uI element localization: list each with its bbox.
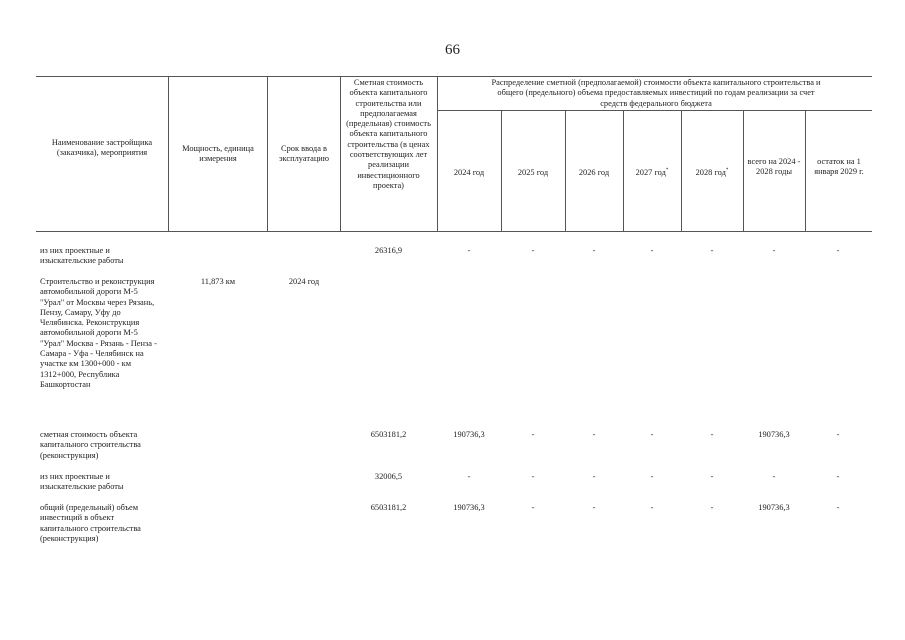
row-name: из них проектные и изыскательские работы [40, 246, 124, 266]
cell-2026: - [592, 472, 596, 481]
row-name: из них проектные и изыскательские работы [40, 472, 124, 492]
table-header-bottom-border [36, 231, 872, 232]
cell-2024: 190736,3 [453, 503, 485, 512]
col-divider [743, 110, 744, 231]
header-year-2027 [625, 168, 679, 178]
cell-total: - [772, 472, 776, 481]
col-divider [623, 110, 624, 231]
footnote-mark: * [725, 168, 729, 174]
col-divider [681, 110, 682, 231]
row-capacity: 11,873 км [200, 277, 236, 286]
cell-total: 190736,3 [758, 503, 790, 512]
group-header-divider [437, 110, 872, 111]
header-year-2024: 2024 год [453, 168, 485, 177]
header-year-2028 [683, 168, 741, 178]
cell-2025: - [531, 246, 535, 255]
cell-2028: - [710, 430, 714, 439]
header-remainder: остаток на 1 января 2029 г. [814, 157, 864, 177]
cell-2026: - [592, 430, 596, 439]
header-term: Срок ввода в эксплуатацию [278, 144, 330, 164]
cell-2025: - [531, 472, 535, 481]
row-cost: 6503181,2 [370, 503, 407, 512]
row-name: сметная стоимость объекта капитального строительства (реконструкция) [40, 430, 141, 460]
cell-2028: - [710, 503, 714, 512]
header-cost: Сметная стоимость объекта капитального строительства или предполагаемая (предельная) стоимость объекта капитального строительства (в ценах соответствующих лет реализации инвестиционного проекта) [346, 78, 431, 190]
header-year-2027-label: 2027 год [635, 168, 666, 177]
cell-2028: - [710, 472, 714, 481]
col-divider [805, 110, 806, 231]
row-term: 2024 год [288, 277, 320, 286]
cell-2024: - [467, 472, 471, 481]
cell-remainder: - [836, 503, 840, 512]
header-year-2026: 2026 год [578, 168, 610, 177]
row-cost: 32006,5 [374, 472, 403, 481]
header-year-2025: 2025 год [517, 168, 549, 177]
header-name: Наименование застройщика (заказчика), мероприятия [51, 138, 153, 158]
col-divider [565, 110, 566, 231]
row-name: Строительство и реконструкция автомобильной дороги М-5 "Урал" от Москвы через Рязань, Пензу, Самару, Уфу до Челябинска. Реконструкция автомобильной дороги М-5 "Урал" Москва - Рязань - Пенза - Самара - Уфа - Челябинск на участке км 1300+000 - км 1312+000, Республика Башкортостан [40, 277, 157, 389]
cell-remainder: - [836, 472, 840, 481]
col-divider [437, 76, 438, 231]
cell-2027: - [650, 503, 654, 512]
col-divider [340, 76, 341, 231]
row-cost: 26316,9 [374, 246, 403, 255]
header-year-2028-label: 2028 год [695, 168, 726, 177]
header-capacity: Мощность, единица измерения [182, 144, 254, 164]
cell-total: - [772, 246, 776, 255]
col-divider [168, 76, 169, 231]
cell-2027: - [650, 246, 654, 255]
cell-2027: - [650, 430, 654, 439]
header-total: всего на 2024 - 2028 годы [747, 157, 801, 177]
cell-2026: - [592, 503, 596, 512]
cell-total: 190736,3 [758, 430, 790, 439]
cell-2028: - [710, 246, 714, 255]
cell-remainder: - [836, 430, 840, 439]
cell-2024: 190736,3 [453, 430, 485, 439]
row-name: общий (предельный) объем инвестиций в объект капитального строительства (реконструкция) [40, 503, 141, 543]
page-number: 66 [445, 42, 460, 58]
header-group-title: Распределение сметной (предполагаемой) стоимости объекта капитального строительства и общего (предельного) объема предоставляемых инвестиций по годам реализации за счет средств федерального бюджета [491, 78, 821, 108]
footnote-mark: * [665, 168, 669, 174]
cell-2027: - [650, 472, 654, 481]
cell-remainder: - [836, 246, 840, 255]
cell-2025: - [531, 430, 535, 439]
row-cost: 6503181,2 [370, 430, 407, 439]
cell-2024: - [467, 246, 471, 255]
table-top-border [36, 76, 872, 77]
col-divider [501, 110, 502, 231]
cell-2026: - [592, 246, 596, 255]
cell-2025: - [531, 503, 535, 512]
col-divider [267, 76, 268, 231]
